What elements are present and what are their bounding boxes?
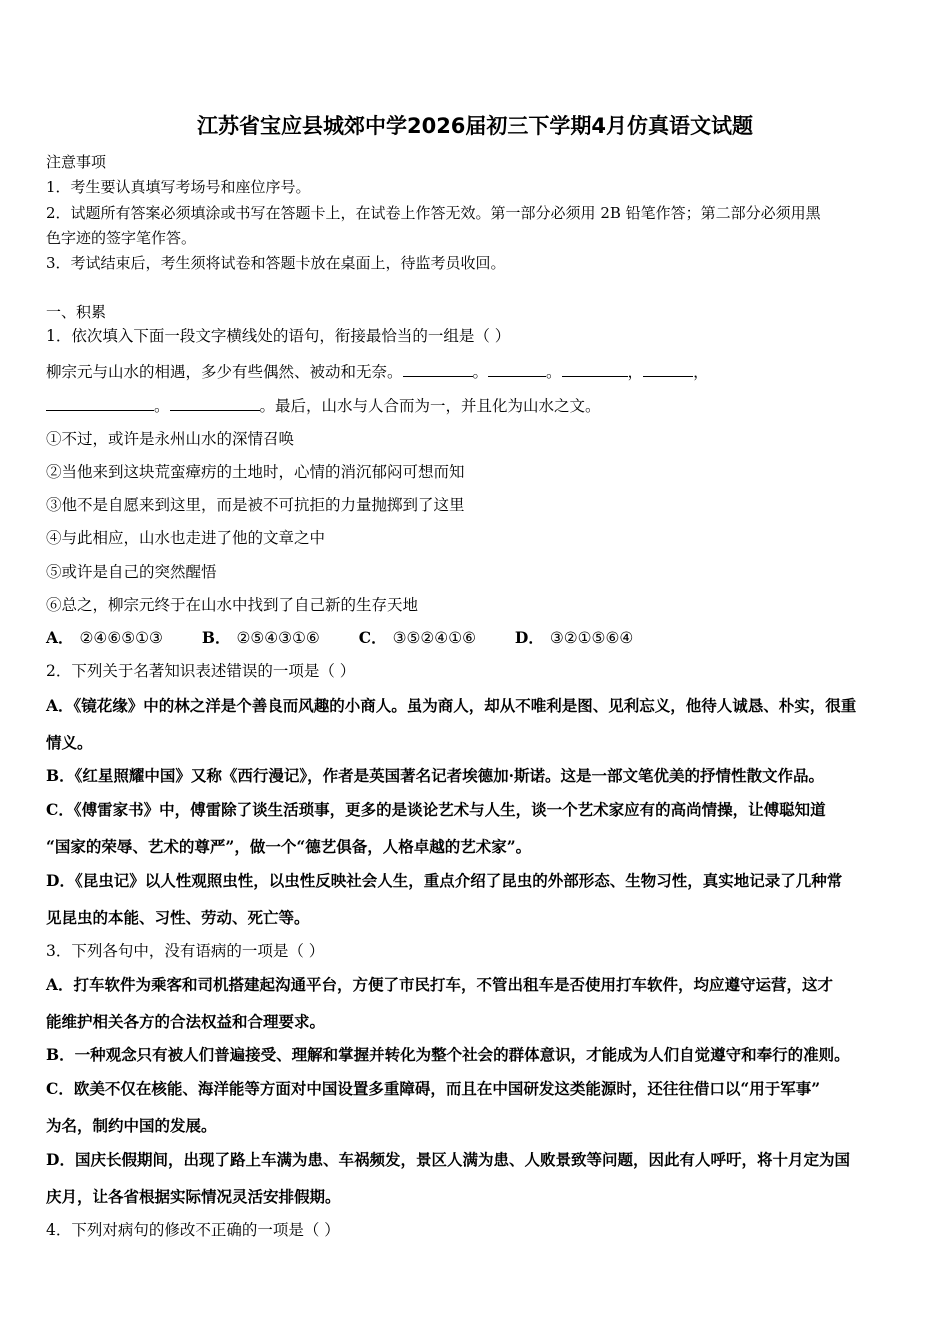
q2-option-b: B．《红星照耀中国》又称《西行漫记》，作者是英国著名记者埃德加·斯诺。这是一部文笔优美的抒情性散文作品。 <box>46 766 825 785</box>
q1-options <box>46 628 908 648</box>
sep-4: ， <box>693 363 709 381</box>
q3-option-d-cont: 庆月，让各省根据实际情况灵活安排假期。 <box>46 1187 341 1206</box>
exam-title: 江苏省宝应县城郊中学2026届初三下学期4月仿真语文试题 <box>196 114 754 138</box>
q2-option-c: C．《傅雷家书》中，傅雷除了谈生活琐事，更多的是谈论艺术与人生，谈一个艺术家应有的高尚情操，让傅聪知道 <box>46 800 826 819</box>
blank-1 <box>403 362 473 377</box>
q2-option-d-cont: 见昆虫的本能、习性、劳动、死亡等。 <box>46 908 310 927</box>
sep-1: 。 <box>472 363 489 381</box>
q1-passage-line-2 <box>46 396 908 416</box>
notice-item-2: 2．试题所有答案必须填涂或书写在答题卡上，在试卷上作答无效。第一部分必须用 2B 铅笔作答；第二部分必须用黑 <box>46 204 821 222</box>
q3-option-c: C．欧美不仅在核能、海洋能等方面对中国设置多重障碍，而且在中国研发这类能源时，还往往借口以“用于军事” <box>46 1079 821 1098</box>
q1-choice-4: ④与此相应，山水也走进了他的文章之中 <box>46 529 326 547</box>
q2-option-c-cont: “国家的荣辱、艺术的尊严”，做一个“德艺俱备，人格卓越的艺术家”。 <box>46 837 532 856</box>
q3-option-c-cont: 为名，制约中国的发展。 <box>46 1116 217 1135</box>
sep-2: 。 <box>546 363 562 381</box>
option-c: C． ③⑤②④①⑥ <box>358 628 476 647</box>
notice-heading: 注意事项 <box>46 153 107 171</box>
q1-choice-5: ⑤或许是自己的突然醒悟 <box>46 563 217 581</box>
sep-6: 。 <box>259 397 276 415</box>
notice-item-1: 1．考生要认真填写考场号和座位序号。 <box>46 178 311 196</box>
q4-stem: 4．下列对病句的修改不正确的一项是（ ） <box>46 1221 340 1239</box>
q1-choice-2: ②当他来到这块荒蛮瘴疠的土地时，心情的消沉郁闷可想而知 <box>46 463 465 481</box>
q2-option-a-cont: 情义。 <box>46 733 93 752</box>
option-d: D． ③②①⑤⑥④ <box>514 628 634 647</box>
q3-option-b: B．一种观念只有被人们普遍接受、理解和掌握并转化为整个社会的群体意识，才能成为人们自觉遵守和奉行的准则。 <box>46 1045 850 1064</box>
option-a: A． ②④⑥⑤①③ <box>46 628 163 647</box>
q1-choice-6: ⑥总之，柳宗元终于在山水中找到了自己新的生存天地 <box>46 596 419 614</box>
section-heading: 一、积累 <box>46 303 107 321</box>
q3-option-a: A．打车软件为乘客和司机搭建起沟通平台，方便了市民打车，不管出租车是否使用打车软件，均应遵守运营，这才 <box>46 975 834 994</box>
q3-option-a-cont: 能维护相关各方的合法权益和合理要求。 <box>46 1012 326 1031</box>
q2-stem: 2．下列关于名著知识表述错误的一项是（ ） <box>46 662 356 680</box>
blank-3 <box>562 362 628 377</box>
q3-option-d: D．国庆长假期间，出现了路上车满为患、车祸频发，景区人满为患、人败景致等问题，因此有人呼吁，将十月定为国 <box>46 1150 850 1169</box>
q1-passage-end: 最后，山水与人合而为一，并且化为山水之文。 <box>275 397 601 415</box>
q2-option-d: D．《昆虫记》以人性观照虫性，以虫性反映社会人生，重点介绍了昆虫的外部形态、生物习性，真实地记录了几种常 <box>46 871 843 890</box>
q1-choice-3: ③他不是自愿来到这里，而是被不可抗拒的力量抛掷到了这里 <box>46 496 465 514</box>
q3-stem: 3．下列各句中，没有语病的一项是（ ） <box>46 942 325 960</box>
blank-6 <box>170 396 260 411</box>
notice-item-2-cont: 色字迹的签字笔作答。 <box>46 229 197 247</box>
option-b: B． ②⑤④③①⑥ <box>201 628 320 647</box>
notice-item-3: 3．考试结束后，考生须将试卷和答题卡放在桌面上，待监考员收回。 <box>46 254 506 272</box>
blank-4 <box>643 362 693 377</box>
q1-choice-1: ①不过，或许是永州山水的深情召唤 <box>46 430 295 448</box>
blank-2 <box>488 362 546 377</box>
q1-stem: 1．依次填入下面一段文字横线处的语句，衔接最恰当的一组是（ ） <box>46 327 511 345</box>
q1-passage-text: 柳宗元与山水的相遇，多少有些偶然、被动和无奈。 <box>46 363 403 381</box>
blank-5 <box>46 396 154 411</box>
q2-option-a: A．《镜花缘》中的林之洋是个善良而风趣的小商人。虽为商人，却从不唯利是图、见利忘义，他待人诚恳、朴实，很重 <box>46 696 857 715</box>
q1-passage-line-1 <box>46 362 908 382</box>
sep-5: 。 <box>154 397 170 415</box>
sep-3: ， <box>627 363 644 381</box>
